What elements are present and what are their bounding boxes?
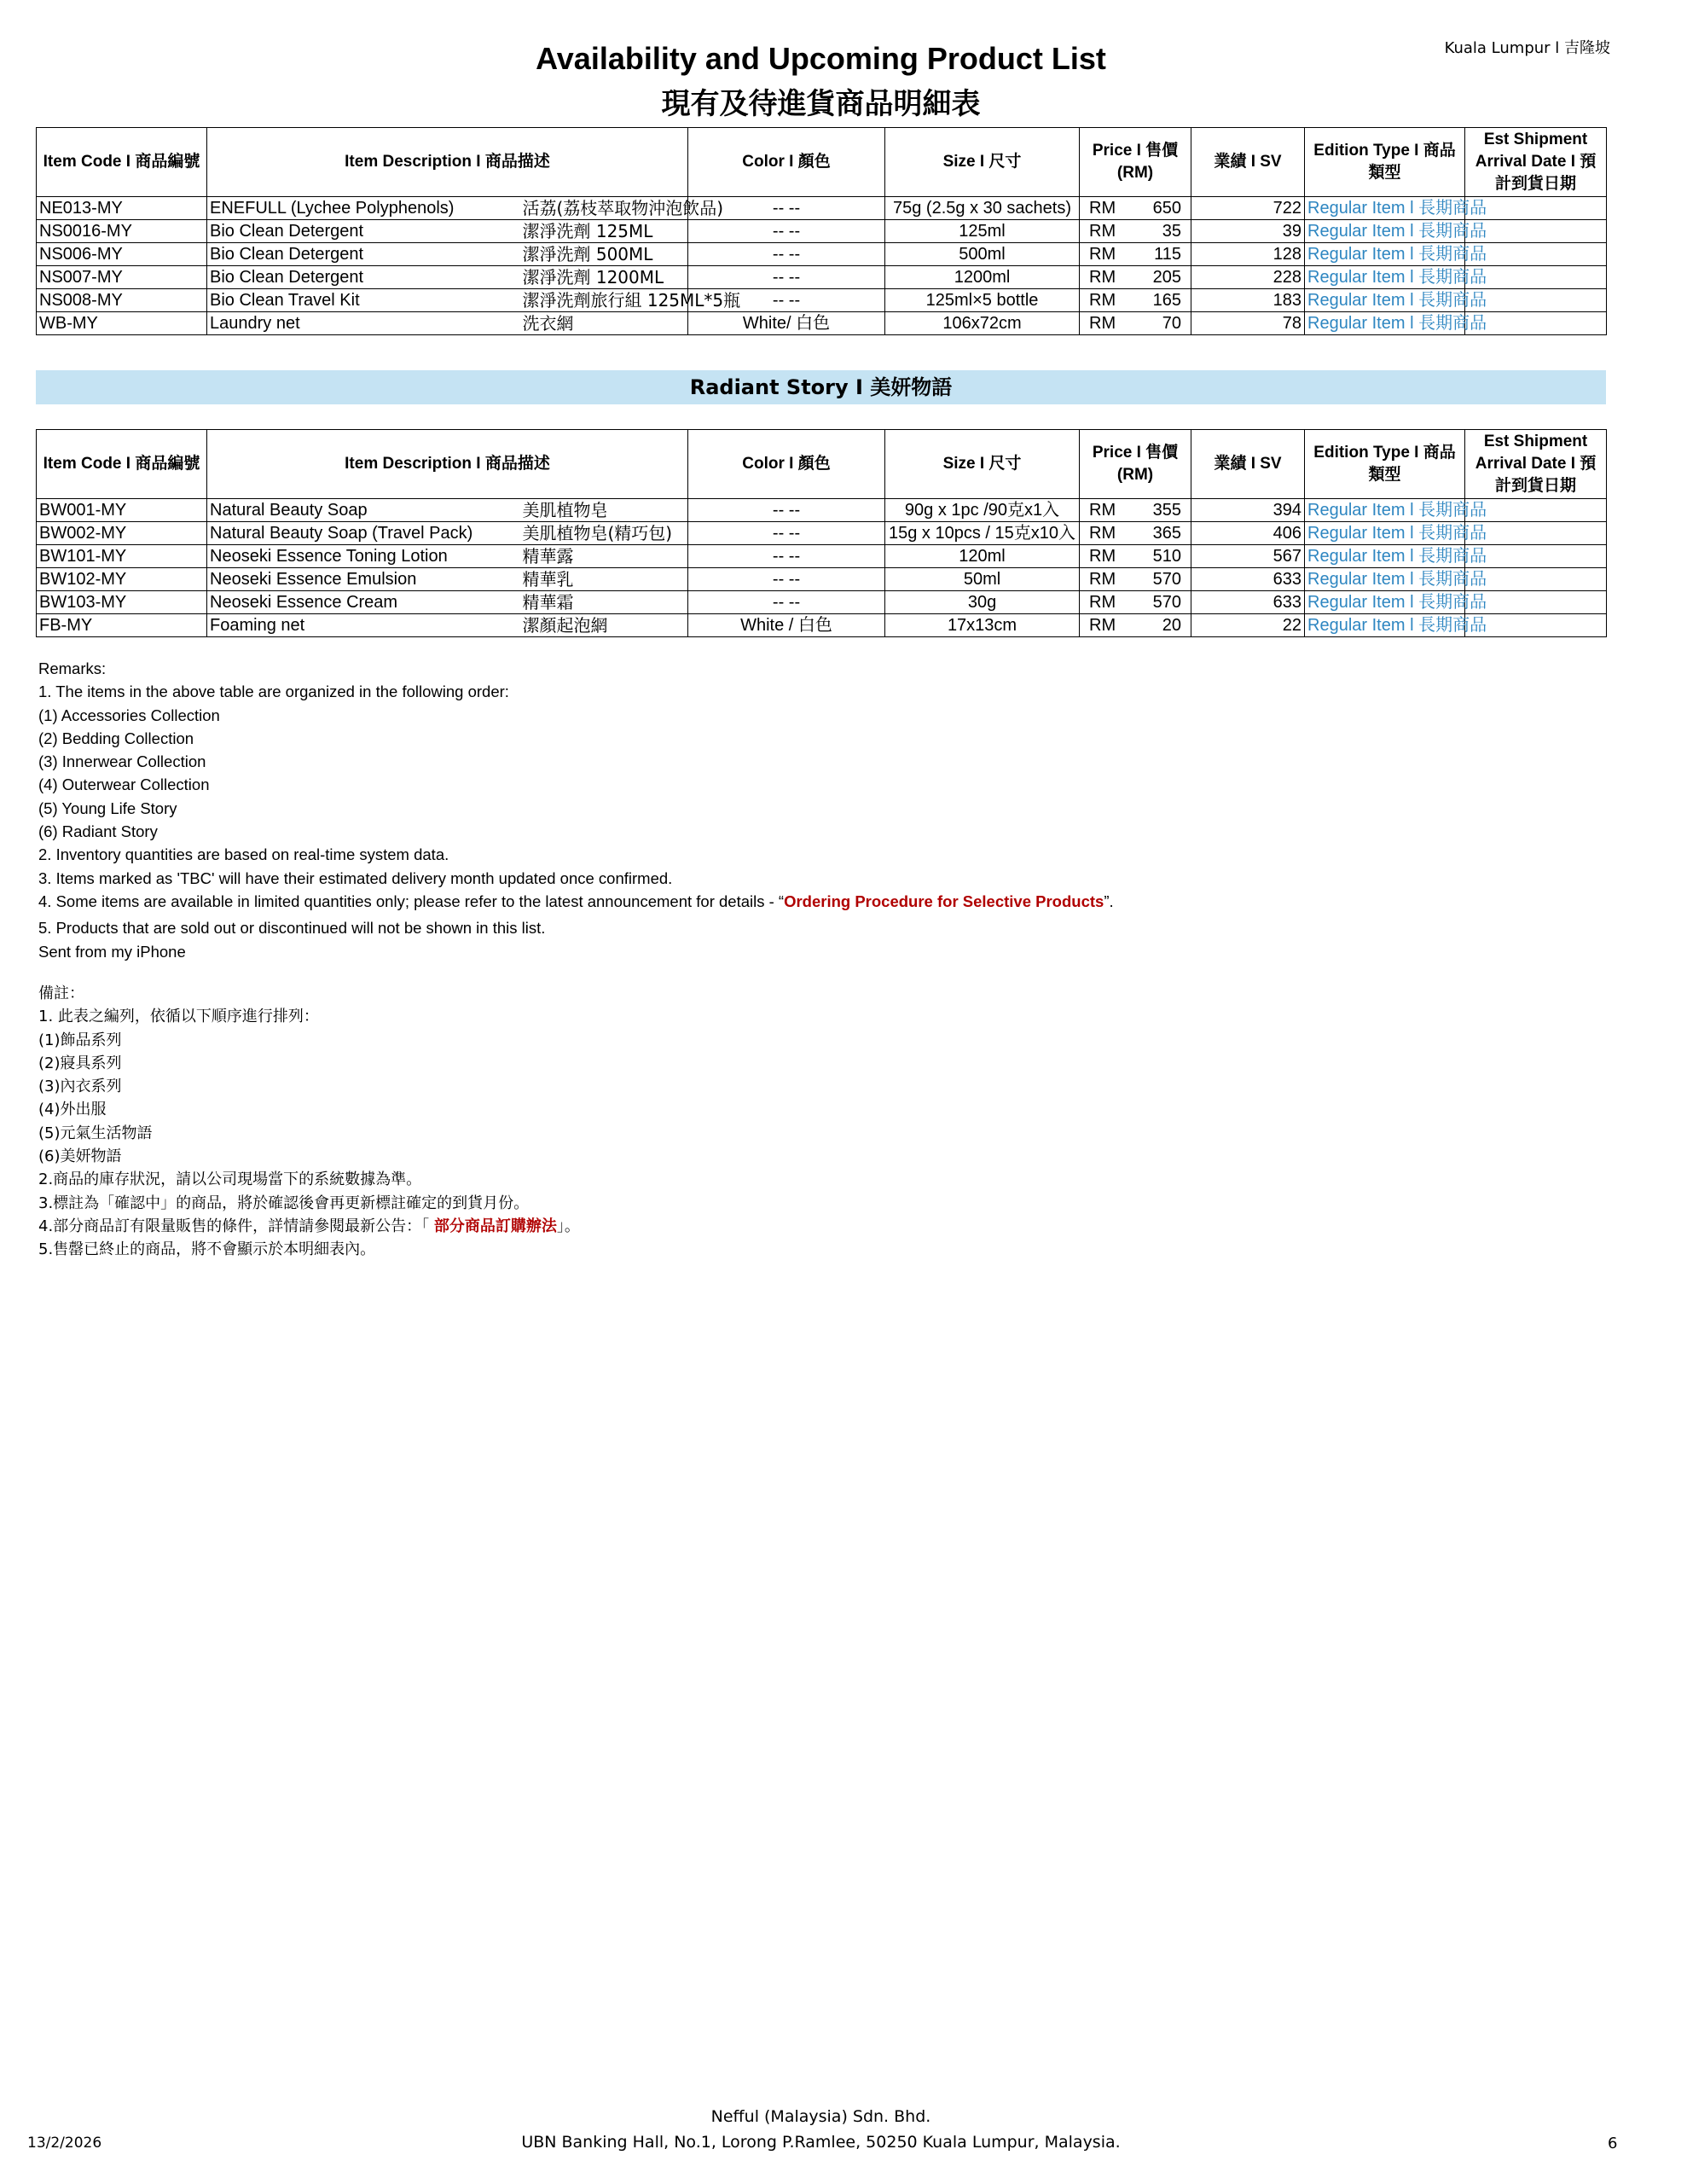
table-row <box>37 243 1607 266</box>
item-sv: 183 <box>1191 289 1305 312</box>
table-row <box>37 591 1607 614</box>
remark-line: 3. Items marked as 'TBC' will have their estimated delivery month updated once confirmed. <box>38 868 673 887</box>
page-title-en: Availability and Upcoming Product List <box>536 41 1106 76</box>
price-currency: RM <box>1089 616 1116 635</box>
item-edition-type: Regular Item l 長期商品 <box>1305 197 1465 220</box>
item-size: 30g <box>885 591 1080 614</box>
table-row <box>37 312 1607 335</box>
item-price <box>1080 197 1191 220</box>
remark-line: (6)美妍物語 <box>38 1147 122 1166</box>
price-value: 70 <box>1162 314 1182 333</box>
table-header-row <box>37 430 1607 499</box>
price-value: 35 <box>1162 222 1182 241</box>
item-description-en: ENEFULL (Lychee Polyphenols) <box>207 197 520 220</box>
item-description-en: Bio Clean Travel Kit <box>207 289 520 312</box>
item-description-zh: 洗衣網 <box>520 312 688 335</box>
col-color: Color I 顏色 <box>688 430 885 499</box>
table-row <box>37 197 1607 220</box>
remark-line: (3) Innerwear Collection <box>38 752 206 771</box>
price-currency: RM <box>1089 524 1116 543</box>
table-row <box>37 289 1607 312</box>
item-color: -- -- <box>688 220 885 243</box>
remark-text: 」。 <box>556 1217 580 1235</box>
remark-line: 2. Inventory quantities are based on real-time system data. <box>38 845 449 864</box>
item-code: NS006-MY <box>37 243 207 266</box>
col-edition: Edition Type I 商品類型 <box>1305 128 1465 197</box>
item-code: BW001-MY <box>37 499 207 522</box>
item-price <box>1080 266 1191 289</box>
item-description-en: Laundry net <box>207 312 520 335</box>
item-size: 75g (2.5g x 30 sachets) <box>885 197 1080 220</box>
item-edition-type: Regular Item l 長期商品 <box>1305 289 1465 312</box>
price-currency: RM <box>1089 291 1116 310</box>
table-header-row <box>37 128 1607 197</box>
item-size: 500ml <box>885 243 1080 266</box>
remark-text: 4.部分商品訂有限量販售的條件，詳情請參閱最新公告：「 <box>38 1217 434 1235</box>
item-price <box>1080 289 1191 312</box>
remark-line <box>38 1215 580 1238</box>
price-currency: RM <box>1089 199 1116 218</box>
item-color: -- -- <box>688 499 885 522</box>
product-table-1 <box>36 127 1607 335</box>
remark-line: 3.標註為「確認中」的商品，將於確認後會再更新標註確定的到貨月份。 <box>38 1194 530 1212</box>
item-description-zh: 精華露 <box>520 545 688 568</box>
remarks-chinese <box>38 982 580 1262</box>
item-sv: 22 <box>1191 614 1305 637</box>
item-sv: 567 <box>1191 545 1305 568</box>
item-description-zh: 潔顏起泡網 <box>520 614 688 637</box>
item-description-zh: 活荔(荔枝萃取物沖泡飲品) <box>520 197 688 220</box>
item-size: 106x72cm <box>885 312 1080 335</box>
item-description-zh: 潔淨洗劑 1200ML <box>520 266 688 289</box>
col-item-code: Item Code I 商品編號 <box>37 430 207 499</box>
item-size: 125ml <box>885 220 1080 243</box>
item-sv: 633 <box>1191 568 1305 591</box>
item-edition-type: Regular Item l 長期商品 <box>1305 266 1465 289</box>
footer-date: 13/2/2026 <box>27 2135 102 2152</box>
remark-line: (2) Bedding Collection <box>38 729 194 747</box>
item-price <box>1080 243 1191 266</box>
item-size: 15g x 10pcs / 15克x10入 <box>885 522 1080 545</box>
remark-line: 1. 此表之編列，依循以下順序進行排列： <box>38 1008 319 1026</box>
table-row <box>37 499 1607 522</box>
item-description-en: Bio Clean Detergent <box>207 266 520 289</box>
item-edition-type: Regular Item l 長期商品 <box>1305 591 1465 614</box>
item-price <box>1080 568 1191 591</box>
table-row <box>37 266 1607 289</box>
col-shipment: Est Shipment Arrival Date I 預計到貨日期 <box>1465 430 1607 499</box>
price-value: 165 <box>1152 291 1182 310</box>
location-label: Kuala Lumpur l 吉隆坡 <box>1444 39 1610 57</box>
item-size: 120ml <box>885 545 1080 568</box>
price-value: 650 <box>1152 199 1182 218</box>
item-description-en: Neoseki Essence Emulsion <box>207 568 520 591</box>
price-currency: RM <box>1089 547 1116 566</box>
price-wrap <box>1082 243 1188 265</box>
price-currency: RM <box>1089 570 1116 589</box>
col-price: Price I 售價 (RM) <box>1080 128 1191 197</box>
item-edition-type: Regular Item l 長期商品 <box>1305 614 1465 637</box>
item-color: White / 白色 <box>688 614 885 637</box>
remark-text: ”. <box>1104 892 1114 910</box>
remark-line: Sent from my iPhone <box>38 942 186 961</box>
remark-line: (4) Outerwear Collection <box>38 775 210 794</box>
item-edition-type: Regular Item l 長期商品 <box>1305 568 1465 591</box>
price-wrap <box>1082 545 1188 567</box>
item-description-en: Bio Clean Detergent <box>207 243 520 266</box>
item-color: White/ 白色 <box>688 312 885 335</box>
item-code: FB-MY <box>37 614 207 637</box>
footer-company: Nefful (Malaysia) Sdn. Bhd. <box>710 2107 931 2126</box>
item-edition-type: Regular Item l 長期商品 <box>1305 220 1465 243</box>
table-row <box>37 522 1607 545</box>
item-color: -- -- <box>688 591 885 614</box>
item-code: NE013-MY <box>37 197 207 220</box>
col-sv: 業績 I SV <box>1191 128 1305 197</box>
item-color: -- -- <box>688 289 885 312</box>
item-description-zh: 潔淨洗劑 500ML <box>520 243 688 266</box>
price-wrap <box>1082 312 1188 334</box>
item-color: -- -- <box>688 266 885 289</box>
item-code: NS007-MY <box>37 266 207 289</box>
item-sv: 406 <box>1191 522 1305 545</box>
item-description-zh: 美肌植物皂 <box>520 499 688 522</box>
section-banner-radiant-story: Radiant Story I 美妍物語 <box>36 370 1606 404</box>
col-size: Size I 尺寸 <box>885 430 1080 499</box>
price-value: 510 <box>1152 547 1182 566</box>
item-size: 17x13cm <box>885 614 1080 637</box>
page-number: 6 <box>1608 2135 1618 2152</box>
item-description-zh: 精華乳 <box>520 568 688 591</box>
item-size: 90g x 1pc /90克x1入 <box>885 499 1080 522</box>
price-value: 570 <box>1152 570 1182 589</box>
price-wrap <box>1082 522 1188 544</box>
item-price <box>1080 591 1191 614</box>
item-description-zh: 美肌植物皂(精巧包) <box>520 522 688 545</box>
item-code: BW103-MY <box>37 591 207 614</box>
col-price: Price I 售價 (RM) <box>1080 430 1191 499</box>
price-currency: RM <box>1089 268 1116 287</box>
item-edition-type: Regular Item l 長期商品 <box>1305 499 1465 522</box>
table-row <box>37 568 1607 591</box>
remarks-heading: 備註： <box>38 985 84 1002</box>
price-wrap <box>1082 220 1188 242</box>
item-description-zh: 潔淨洗劑旅行組 125ML*5瓶 <box>520 289 688 312</box>
price-wrap <box>1082 499 1188 521</box>
item-color: -- -- <box>688 197 885 220</box>
item-code: NS008-MY <box>37 289 207 312</box>
item-sv: 394 <box>1191 499 1305 522</box>
item-color: -- -- <box>688 243 885 266</box>
item-sv: 128 <box>1191 243 1305 266</box>
product-table-2 <box>36 429 1607 637</box>
table-row <box>37 614 1607 637</box>
col-edition: Edition Type I 商品類型 <box>1305 430 1465 499</box>
col-color: Color I 顏色 <box>688 128 885 197</box>
remark-line: 5. Products that are sold out or discontinued will not be shown in this list. <box>38 919 546 938</box>
price-wrap <box>1082 614 1188 636</box>
remark-line: (5)元氣生活物語 <box>38 1124 153 1142</box>
price-wrap <box>1082 289 1188 311</box>
item-color: -- -- <box>688 568 885 591</box>
remarks-heading: Remarks: <box>38 659 107 677</box>
remark-line: 1. The items in the above table are organized in the following order: <box>38 682 509 701</box>
page-title-zh: 現有及待進貨商品明細表 <box>661 87 981 121</box>
price-value: 115 <box>1154 245 1182 264</box>
item-size: 50ml <box>885 568 1080 591</box>
item-color: -- -- <box>688 545 885 568</box>
item-sv: 39 <box>1191 220 1305 243</box>
remark-line: (5) Young Life Story <box>38 799 177 817</box>
remark-line: (2)寢具系列 <box>38 1054 122 1072</box>
item-color: -- -- <box>688 522 885 545</box>
remark-line: (1)飾品系列 <box>38 1031 122 1049</box>
price-wrap <box>1082 266 1188 288</box>
item-edition-type: Regular Item l 長期商品 <box>1305 545 1465 568</box>
item-sv: 228 <box>1191 266 1305 289</box>
item-description-en: Neoseki Essence Cream <box>207 591 520 614</box>
price-wrap <box>1082 568 1188 590</box>
item-price <box>1080 522 1191 545</box>
item-code: WB-MY <box>37 312 207 335</box>
item-price <box>1080 499 1191 522</box>
col-sv: 業績 I SV <box>1191 430 1305 499</box>
item-price <box>1080 220 1191 243</box>
col-shipment: Est Shipment Arrival Date I 預計到貨日期 <box>1465 128 1607 197</box>
col-item-code: Item Code I 商品編號 <box>37 128 207 197</box>
price-currency: RM <box>1089 222 1116 241</box>
remark-line: 2.商品的庫存狀況，請以公司現場當下的系統數據為準。 <box>38 1170 422 1189</box>
item-description-en: Foaming net <box>207 614 520 637</box>
item-edition-type: Regular Item l 長期商品 <box>1305 522 1465 545</box>
item-description-zh: 精華霜 <box>520 591 688 614</box>
item-code: NS0016-MY <box>37 220 207 243</box>
table-row <box>37 545 1607 568</box>
price-value: 205 <box>1152 268 1182 287</box>
price-wrap <box>1082 591 1188 613</box>
item-code: BW101-MY <box>37 545 207 568</box>
remark-line <box>38 890 1114 913</box>
item-edition-type: Regular Item l 長期商品 <box>1305 312 1465 335</box>
ordering-procedure-link-zh[interactable]: 部分商品訂購辦法 <box>433 1217 557 1235</box>
remark-text: 4. Some items are available in limited quantities only; please refer to the latest announcement for details - “ <box>38 892 785 910</box>
price-value: 355 <box>1152 501 1182 520</box>
remark-line: 5.售罄已終止的商品，將不會顯示於本明細表內。 <box>38 1240 376 1259</box>
col-size: Size I 尺寸 <box>885 128 1080 197</box>
item-code: BW002-MY <box>37 522 207 545</box>
footer-address: UBN Banking Hall, No.1, Lorong P.Ramlee, 50250 Kuala Lumpur, Malaysia. <box>521 2133 1121 2152</box>
item-description-en: Natural Beauty Soap <box>207 499 520 522</box>
remark-line: (6) Radiant Story <box>38 822 158 841</box>
remarks-english <box>38 657 1114 963</box>
price-value: 365 <box>1152 524 1182 543</box>
ordering-procedure-link[interactable]: Ordering Procedure for Selective Products <box>784 892 1104 910</box>
item-edition-type: Regular Item l 長期商品 <box>1305 243 1465 266</box>
remark-line: (1) Accessories Collection <box>38 706 220 724</box>
remark-line: (4)外出服 <box>38 1101 107 1119</box>
item-price <box>1080 614 1191 637</box>
item-code: BW102-MY <box>37 568 207 591</box>
item-sv: 78 <box>1191 312 1305 335</box>
price-wrap <box>1082 197 1188 219</box>
item-size: 1200ml <box>885 266 1080 289</box>
item-price <box>1080 312 1191 335</box>
item-size: 125ml×5 bottle <box>885 289 1080 312</box>
item-description-en: Natural Beauty Soap (Travel Pack) <box>207 522 520 545</box>
item-description-en: Bio Clean Detergent <box>207 220 520 243</box>
price-value: 20 <box>1162 616 1182 635</box>
price-currency: RM <box>1089 245 1116 264</box>
item-sv: 722 <box>1191 197 1305 220</box>
col-description: Item Description I 商品描述 <box>207 128 688 197</box>
col-description: Item Description I 商品描述 <box>207 430 688 499</box>
item-sv: 633 <box>1191 591 1305 614</box>
price-currency: RM <box>1089 314 1116 333</box>
price-currency: RM <box>1089 593 1116 612</box>
item-description-en: Neoseki Essence Toning Lotion <box>207 545 520 568</box>
price-value: 570 <box>1152 593 1182 612</box>
table-row <box>37 220 1607 243</box>
remark-line: (3)內衣系列 <box>38 1077 122 1096</box>
item-price <box>1080 545 1191 568</box>
item-description-zh: 潔淨洗劑 125ML <box>520 220 688 243</box>
price-currency: RM <box>1089 501 1116 520</box>
